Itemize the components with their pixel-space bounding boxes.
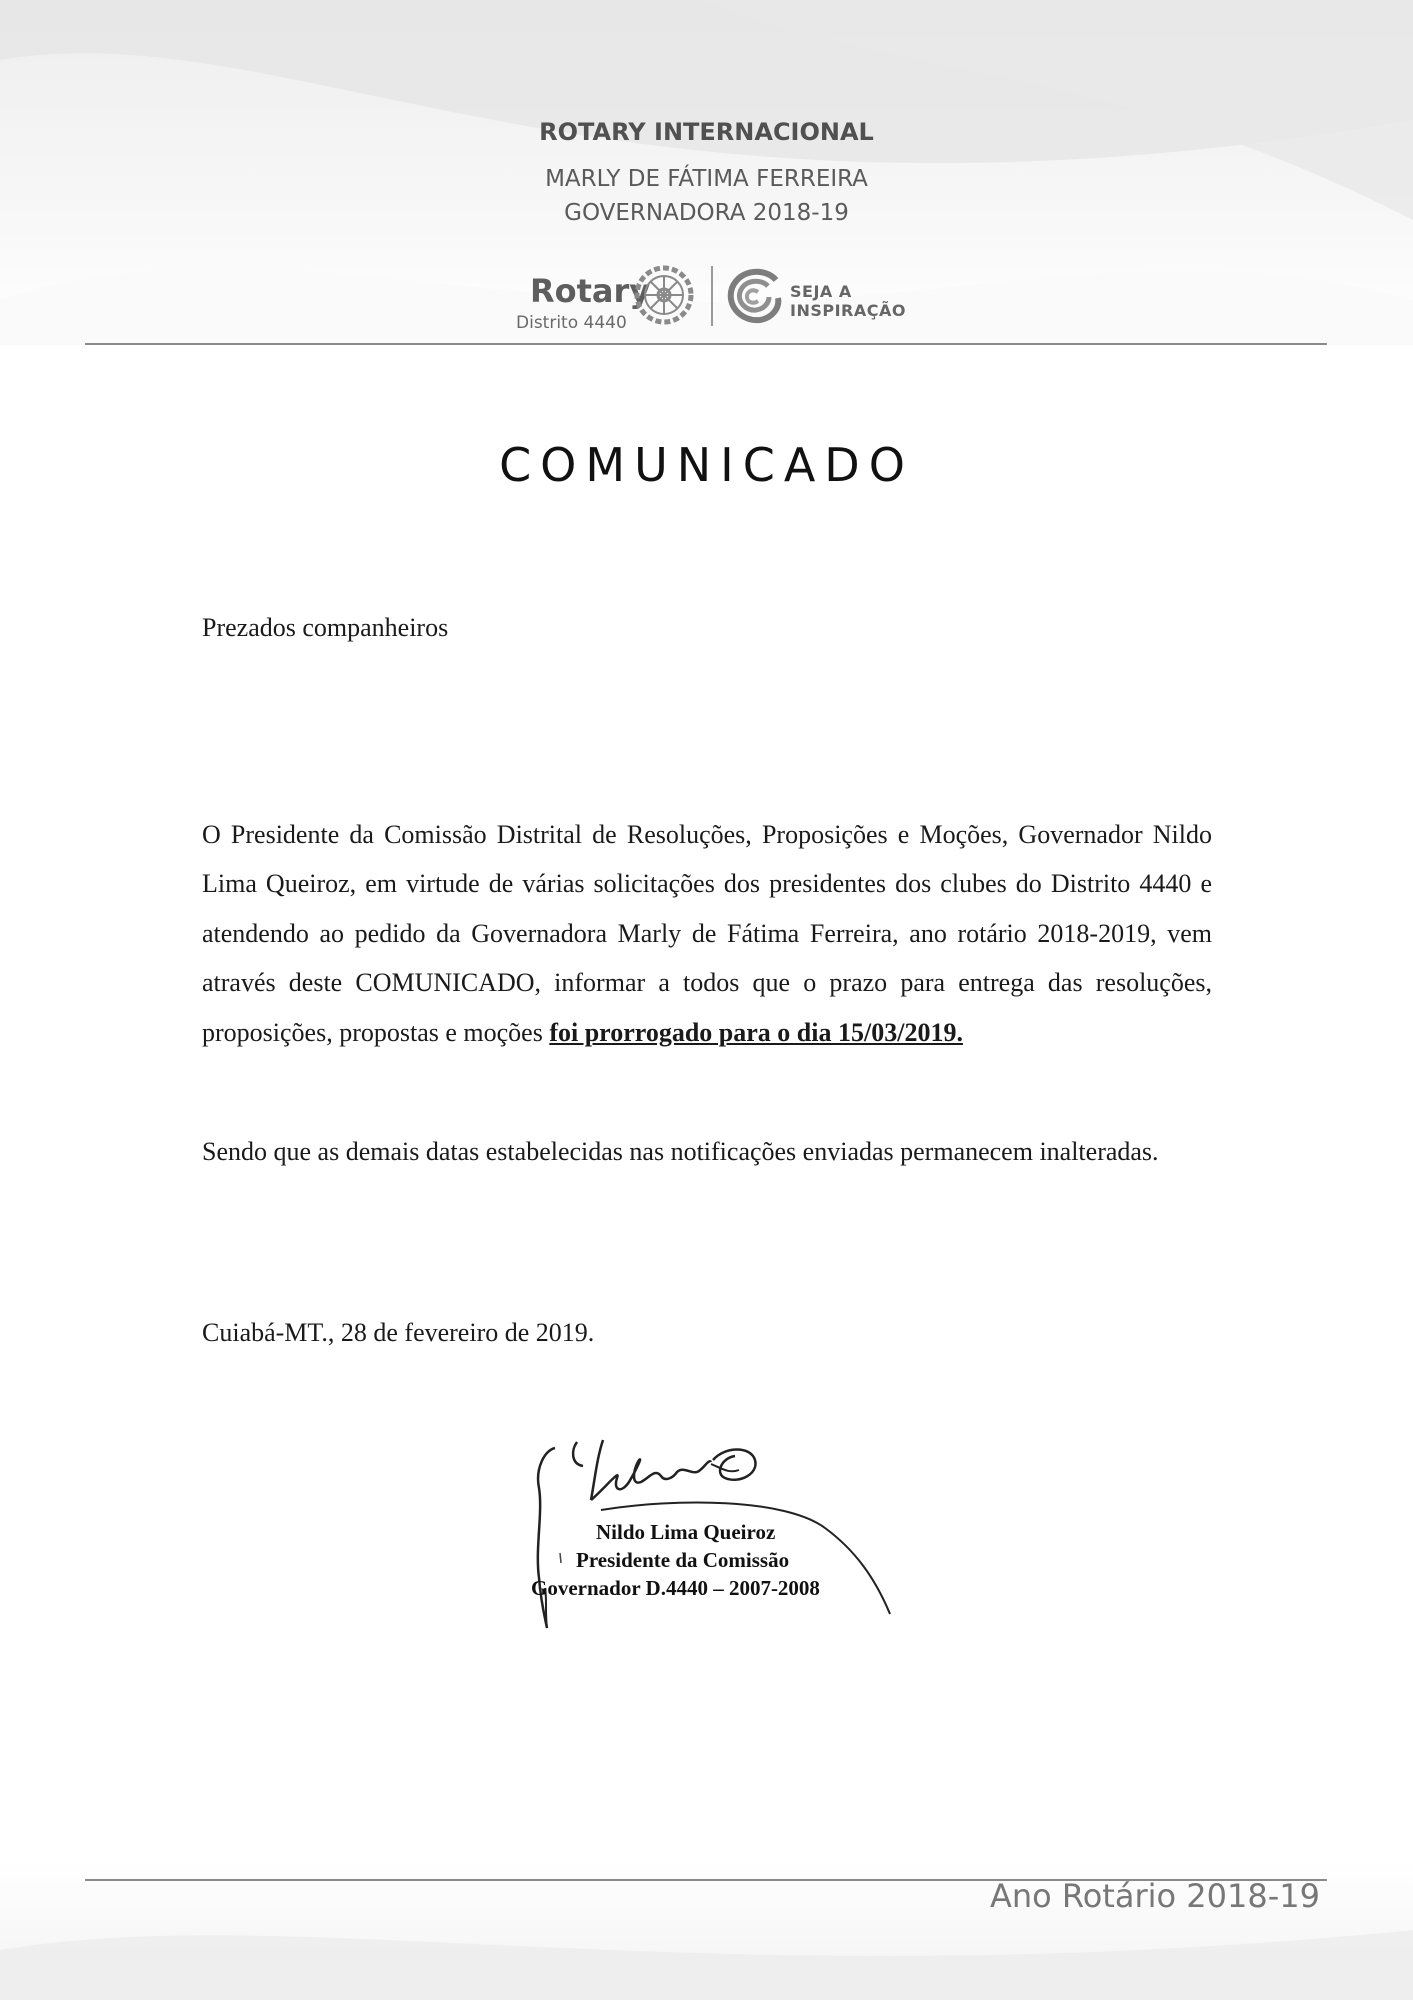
greeting: Prezados companheiros (202, 613, 449, 642)
rotary-wheel-icon (632, 263, 696, 327)
signatory-name: Nildo Lima Queiroz (596, 1520, 776, 1544)
district-label: Distrito 4440 (516, 313, 627, 333)
extension-date-emphasis: foi prorrogado para o dia 15/03/2019. (549, 1017, 963, 1047)
footer-rotary-year: Ano Rotário 2018-19 (990, 1877, 1320, 1915)
inspiration-swirl-icon (724, 266, 784, 326)
signatory-former-office: Governador D.4440 – 2007-2008 (531, 1576, 820, 1600)
organization-name: ROTARY INTERNACIONAL (539, 118, 874, 146)
header-divider (85, 343, 1327, 345)
logo-divider (711, 266, 713, 326)
remaining-dates-paragraph: Sendo que as demais datas estabelecidas nas notificações enviadas permanecem inalteradas. (202, 1137, 1159, 1166)
announcement-paragraph (202, 810, 1212, 1057)
announcement-text: O Presidente da Comissão Distrital de Resoluções, Proposições e Moções, Governador Nildo Lima Queiroz, em virtude de várias solicitações dos presidentes dos clubes do Distrito 4440 e atendendo ao pedido da Governadora Marly de Fátima Ferreira, ano rotário 2018-2019, vem através deste COMUNICADO, informar a todos que o prazo para entrega das resoluções, proposições, propostas e moções (202, 820, 1212, 1047)
governor-name: MARLY DE FÁTIMA FERREIRA (545, 166, 868, 192)
place-and-date: Cuiabá-MT., 28 de fevereiro de 2019. (202, 1318, 595, 1347)
governor-title: GOVERNADORA 2018-19 (564, 200, 849, 226)
slogan-line-1: SEJA A (790, 282, 852, 301)
slogan-line-2: INSPIRAÇÃO (790, 301, 906, 320)
document-title: COMUNICADO (499, 438, 914, 492)
signatory-role: Presidente da Comissão (576, 1548, 790, 1572)
rotary-wordmark: Rotary (530, 272, 651, 310)
